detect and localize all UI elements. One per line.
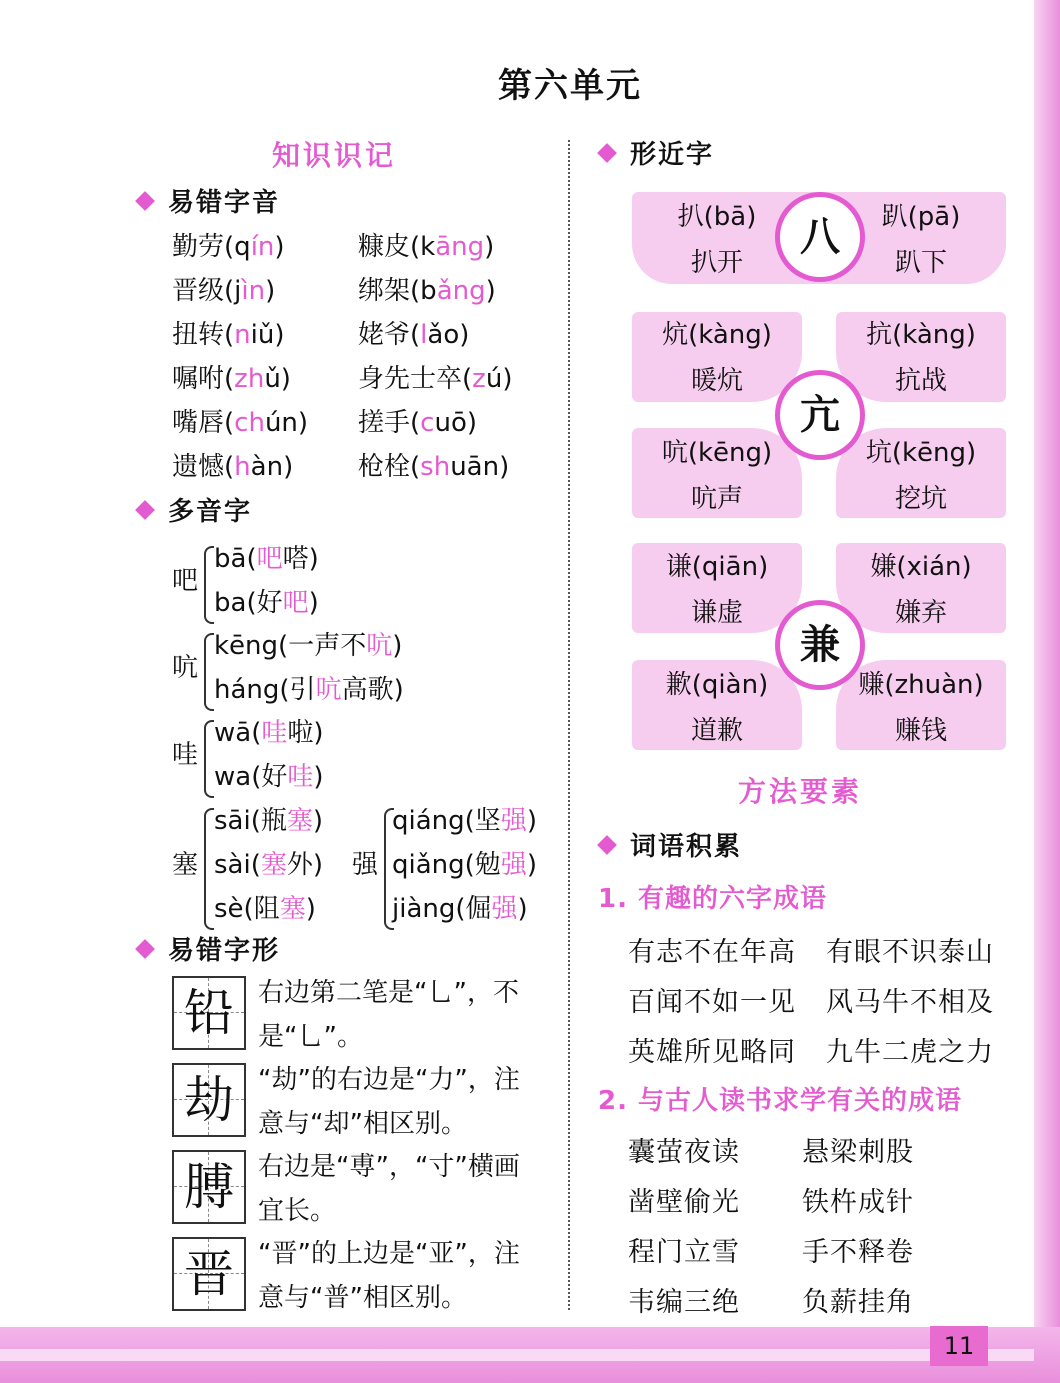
shape-note-line: “劫”的右边是“力”，注: [258, 1065, 520, 1095]
paren-close: ): [502, 364, 513, 394]
pinyin-highlight: n: [234, 320, 251, 350]
idiom-item: 凿壁偷光: [628, 1187, 740, 1218]
polyphone-reading: [214, 669, 404, 706]
paren-open: (: [410, 232, 421, 262]
page-edge-bottom-light: [0, 1349, 1034, 1361]
diamond-bullet-icon: [135, 939, 155, 959]
pinyin-part: b: [420, 276, 437, 306]
idiom-item: 铁杵成针: [802, 1187, 914, 1218]
pinyin-highlight: ín: [250, 232, 275, 262]
reading-word: ): [517, 894, 528, 924]
pinyin-part: uō: [434, 408, 467, 438]
polyphone-char: 塞: [172, 850, 199, 880]
pinyin-highlight: ch: [234, 408, 265, 438]
sound-item: [358, 358, 512, 395]
polyphone-char: 哇: [172, 740, 199, 770]
heading-easy-wrong-shape: [138, 930, 280, 967]
paren-open: (: [224, 408, 235, 438]
sound-word: 嘱咐: [172, 364, 225, 394]
polyphone-reading: [392, 888, 528, 925]
sound-word: 晋级: [172, 276, 225, 306]
reading-highlight: 哇: [261, 718, 288, 748]
pinyin-part: q: [234, 232, 251, 262]
heading-vocabulary: [600, 826, 742, 863]
paren-close: ): [485, 276, 496, 306]
char-black: 膊: [184, 1158, 234, 1216]
reading-word: 嗒): [282, 544, 319, 574]
paren-open: (: [410, 452, 421, 482]
reading-pinyin: jiàng: [392, 894, 456, 924]
pinyin-part: àn: [250, 452, 284, 482]
heading-similar-chars: [600, 134, 714, 171]
sound-word: 勤劳: [172, 232, 225, 262]
column-divider: [568, 140, 570, 1310]
similar-char: 扒(bā): [677, 202, 757, 232]
page-number: 11: [930, 1326, 988, 1366]
paren-open: (: [462, 364, 473, 394]
sound-word: 扭转: [172, 320, 225, 350]
reading-highlight: 吧: [282, 588, 309, 618]
idiom-item: 囊萤夜读: [628, 1137, 740, 1168]
reading-word: (勉: [464, 850, 501, 880]
reading-highlight: 吭: [315, 675, 342, 705]
sound-item: [358, 314, 469, 351]
sound-item: [172, 314, 285, 351]
similar-char: 谦(qiān): [665, 552, 769, 582]
similar-word: 道歉: [690, 716, 743, 746]
paren-open: (: [224, 320, 235, 350]
pinyin-highlight: ǎng: [436, 276, 486, 306]
idiom-item: 韦编三绝: [628, 1287, 740, 1318]
sound-item: [172, 358, 291, 395]
idiom-item: 悬梁刺股: [802, 1137, 914, 1168]
center-radical: 八: [775, 192, 865, 282]
polyphone-reading: [214, 538, 319, 575]
pinyin-part: ú: [485, 364, 503, 394]
reading-word: 外): [286, 850, 324, 880]
polyphone-reading: [392, 844, 537, 881]
sound-word: 身先士卒: [358, 364, 463, 394]
similar-word: 暖炕: [690, 366, 743, 396]
reading-pinyin: ba: [214, 588, 247, 618]
char-practice-box: [172, 1063, 246, 1137]
diamond-bullet-icon: [597, 143, 617, 163]
reading-highlight: 强: [500, 850, 527, 880]
shape-note-line: “晋”的上边是“亚”，注: [258, 1239, 520, 1269]
char-practice-box: [172, 1237, 246, 1311]
sound-word: 糠皮: [358, 232, 411, 262]
similar-word: 嫌弃: [894, 598, 947, 628]
polyphone-reading: [214, 582, 319, 619]
reading-highlight: 塞: [286, 806, 313, 836]
similar-char: 抗(kàng): [866, 320, 976, 350]
idiom-item: 英雄所见略同: [628, 1037, 796, 1068]
reading-word: (引: [279, 675, 316, 705]
pinyin-highlight: ìn: [241, 276, 266, 306]
similar-word: 挖坑: [894, 484, 947, 514]
reading-pinyin: sāi: [214, 806, 251, 836]
sound-item: [358, 270, 496, 307]
sound-word: 嘴唇: [172, 408, 225, 438]
reading-pinyin: wā: [214, 718, 252, 748]
paren-open: (: [224, 364, 235, 394]
center-radical: 兼: [775, 600, 865, 690]
similar-word: 赚钱: [894, 716, 947, 746]
reading-word: ): [305, 894, 316, 924]
reading-word: (: [251, 718, 262, 748]
practice-char: [174, 1065, 244, 1135]
reading-word: (瓶: [250, 806, 287, 836]
similar-word: 趴下: [894, 248, 947, 278]
sound-item: [358, 226, 494, 263]
paren-open: (: [224, 452, 235, 482]
paren-close: ): [499, 452, 510, 482]
reading-word: ): [308, 588, 319, 618]
polyphone-reading: [392, 800, 537, 837]
brace-line: [204, 720, 214, 798]
shape-note-line: 右边是“尃”，“寸”横画: [258, 1152, 520, 1182]
pinyin-highlight: h: [234, 452, 251, 482]
reading-pinyin: kēng: [214, 631, 279, 661]
reading-pinyin: sè: [214, 894, 244, 924]
diamond-bullet-icon: [135, 500, 155, 520]
reading-word: ): [526, 806, 537, 836]
reading-word: (好: [251, 762, 288, 792]
polyphone-reading: [214, 625, 402, 662]
similar-word: 谦虚: [690, 598, 743, 628]
pinyin-highlight: z: [472, 364, 486, 394]
reading-word: ): [312, 806, 324, 836]
shape-note-line: 宜长。: [258, 1196, 337, 1226]
sound-word: 搓手: [358, 408, 411, 438]
diamond-bullet-icon: [597, 835, 617, 855]
shape-note-line: 右边第二笔是“乚”，不: [258, 978, 519, 1008]
polyphone-reading: [214, 888, 316, 925]
heading-label: 形近字: [630, 140, 715, 170]
reading-highlight: 塞: [279, 894, 306, 924]
polyphone-char: 吧: [172, 566, 199, 596]
reading-pinyin: sài: [214, 850, 251, 880]
reading-word: ): [526, 850, 537, 880]
paren-close: ): [466, 408, 478, 438]
heading-easy-wrong-sound: [138, 182, 280, 219]
pinyin-part: ǔ: [264, 364, 281, 394]
brace-line: [204, 808, 214, 930]
char-practice-box: [172, 1150, 246, 1224]
sound-item: [358, 446, 509, 483]
reading-word: ): [313, 762, 324, 792]
heading-label: 易错字形: [168, 936, 281, 966]
sound-item: [172, 446, 293, 483]
reading-pinyin: háng: [214, 675, 280, 705]
similar-word: 吭声: [690, 484, 743, 514]
heading-label: 词语积累: [630, 832, 743, 862]
reading-highlight: 吭: [366, 631, 393, 661]
similar-char: 坑(kēng): [865, 438, 977, 468]
reading-word: (好: [246, 588, 283, 618]
idiom-item: 手不释卷: [802, 1237, 914, 1268]
similar-char: 歉(qiàn): [665, 670, 769, 700]
reading-word: (坚: [464, 806, 501, 836]
pinyin-part: iǔ: [250, 320, 275, 350]
paren-close: ): [283, 452, 294, 482]
char-practice-box: [172, 976, 246, 1050]
reading-word: (: [246, 544, 257, 574]
polyphone-reading: [214, 800, 323, 837]
polyphone-reading: [214, 844, 323, 881]
idiom-item: 有眼不识泰山: [826, 937, 994, 968]
reading-highlight: 哇: [287, 762, 314, 792]
pinyin-highlight: āng: [435, 232, 485, 262]
polyphone-char: 吭: [172, 653, 199, 683]
char-black: 铅: [184, 984, 234, 1042]
similar-word: 抗战: [894, 366, 947, 396]
section-title-knowledge: 知识识记: [272, 139, 397, 172]
brace-line: [204, 546, 214, 624]
reading-word: 啦): [287, 718, 324, 748]
paren-close: ): [274, 320, 285, 350]
pinyin-part: k: [420, 232, 436, 262]
practice-char: [174, 1152, 244, 1222]
paren-close: ): [274, 232, 285, 262]
similar-word: 扒开: [690, 248, 743, 278]
reading-highlight: 强: [491, 894, 518, 924]
paren-close: ): [484, 232, 495, 262]
similar-char: 吭(kēng): [661, 438, 773, 468]
sound-word: 绑架: [358, 276, 411, 306]
similar-char: 趴(pā): [881, 202, 961, 232]
reading-word: (倔: [455, 894, 492, 924]
sound-word: 姥爷: [358, 320, 411, 350]
pinyin-highlight: sh: [420, 452, 451, 482]
pinyin-part: j: [234, 276, 242, 306]
brace-line: [204, 633, 214, 711]
paren-open: (: [224, 232, 235, 262]
sound-word: 遗憾: [172, 452, 225, 482]
paren-close: ): [280, 364, 291, 394]
shape-note-line: 意与“普”相区别。: [258, 1283, 467, 1313]
sound-word: 枪栓: [358, 452, 411, 482]
char-black: 晋: [184, 1245, 234, 1303]
reading-word: (一声不: [278, 631, 367, 661]
practice-char: [174, 1239, 244, 1309]
reading-word: (: [250, 850, 261, 880]
idiom-item: 程门立雪: [628, 1237, 740, 1268]
heading-label: 易错字音: [168, 188, 281, 218]
polyphone-char: 强: [352, 850, 379, 880]
paren-close: ): [459, 320, 470, 350]
heading-label: 多音字: [168, 497, 253, 527]
heading-polyphone: [138, 491, 252, 528]
idiom-list-1-title: 1. 有趣的六字成语: [598, 884, 828, 914]
reading-highlight: 强: [500, 806, 527, 836]
paren-open: (: [224, 276, 235, 306]
reading-highlight: 塞: [260, 850, 287, 880]
sound-item: [358, 402, 477, 439]
diamond-bullet-icon: [135, 191, 155, 211]
reading-pinyin: qiáng: [392, 806, 465, 836]
sound-item: [172, 402, 308, 439]
shape-note-line: 意与“却”相区别。: [258, 1109, 467, 1139]
pinyin-part: ún: [264, 408, 298, 438]
idiom-list-2-title: 2. 与古人读书求学有关的成语: [598, 1086, 963, 1116]
idiom-item: 负薪挂角: [802, 1287, 914, 1318]
pinyin-highlight: l: [420, 320, 428, 350]
reading-highlight: 吧: [256, 544, 283, 574]
sound-item: [172, 270, 275, 307]
reading-pinyin: bā: [214, 544, 247, 574]
reading-word: (阻: [243, 894, 280, 924]
idiom-item: 百闻不如一见: [628, 987, 796, 1018]
section-title-method: 方法要素: [738, 775, 863, 808]
similar-char: 嫌(xián): [870, 552, 972, 582]
paren-open: (: [410, 408, 421, 438]
page-title: 第六单元: [498, 66, 642, 106]
paren-open: (: [410, 320, 421, 350]
paren-close: ): [265, 276, 276, 306]
polyphone-reading: [214, 756, 324, 793]
idiom-item: 风马牛不相及: [826, 987, 994, 1018]
center-radical: 亢: [775, 370, 865, 460]
reading-pinyin: qiǎng: [392, 850, 465, 880]
pinyin-part: uān: [450, 452, 500, 482]
reading-pinyin: wa: [214, 762, 252, 792]
similar-char: 赚(zhuàn): [858, 670, 984, 700]
similar-char: 炕(kàng): [662, 320, 772, 350]
pinyin-highlight: c: [420, 408, 435, 438]
pinyin-highlight: zh: [234, 364, 265, 394]
pinyin-part: ǎo: [427, 320, 460, 350]
paren-open: (: [410, 276, 421, 306]
idiom-item: 九牛二虎之力: [826, 1037, 994, 1068]
reading-word: 高歌): [341, 675, 404, 705]
practice-char: [174, 978, 244, 1048]
reading-word: ): [392, 631, 403, 661]
shape-note-line: 是“乚”。: [258, 1022, 363, 1052]
char-black: 劫: [184, 1071, 234, 1129]
paren-close: ): [297, 408, 309, 438]
sound-item: [172, 226, 285, 263]
polyphone-reading: [214, 712, 324, 749]
page-edge-right: [1034, 0, 1060, 1330]
idiom-item: 有志不在年高: [628, 937, 796, 968]
